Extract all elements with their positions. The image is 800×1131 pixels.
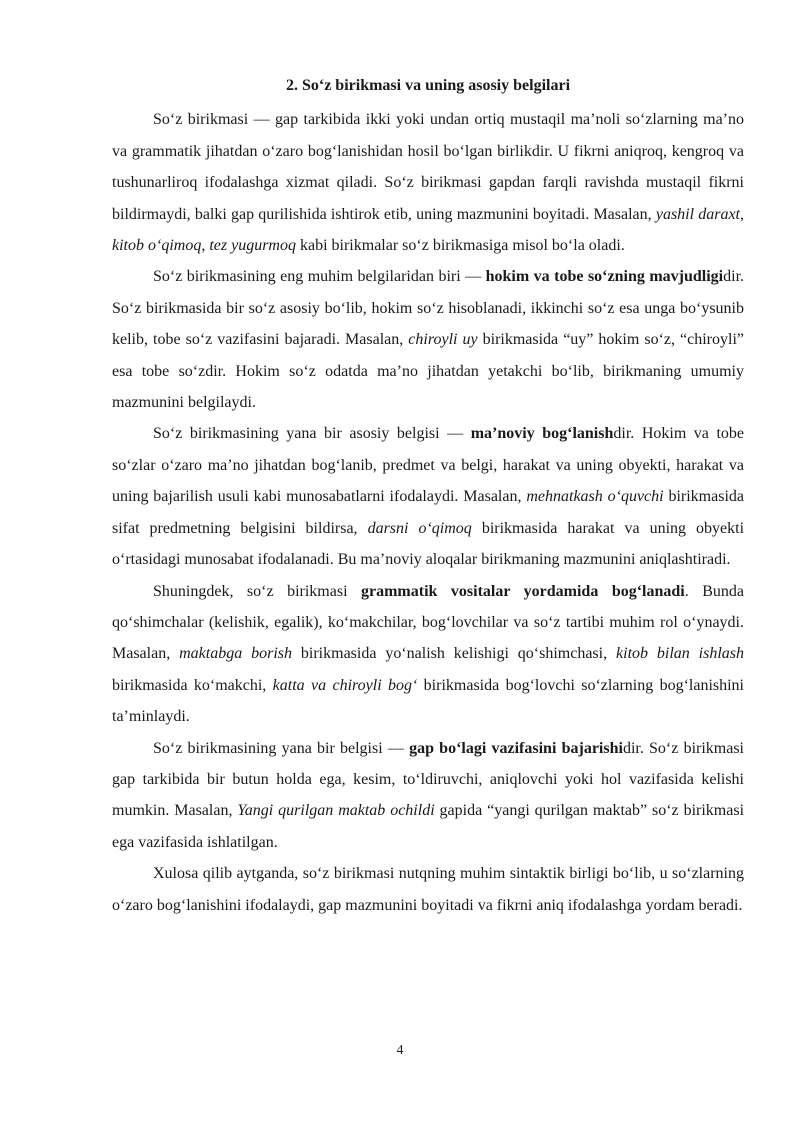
italic-example: kitob o‘qimoq [112, 237, 202, 255]
paragraph [112, 858, 744, 921]
paragraph [112, 576, 744, 733]
text-run: dir. So‘z birikmasida bir so‘z asosiy bo‘lib, hokim so‘z hisoblanadi, ikkinchi so‘z esa unga bo‘ysunib kelib, tobe so‘z vazifasini bajaradi. Masalan, [112, 268, 745, 349]
text-run: birikmasida “uy” hokim so‘z, “chiroyli” esa tobe so‘zdir. Hokim so‘z odatda ma’no jihatdan yetakchi bo‘lib, birikmaning umumiy mazmunini belgilaydi. [112, 331, 744, 412]
text-run: birikmasida sifat predmetning belgisini bildirsa, [112, 488, 745, 537]
document-page [112, 70, 744, 921]
text-run: , [201, 237, 210, 255]
bold-term: hokim va tobe so‘zning mavjudligi [485, 268, 724, 286]
text-run: So‘z birikmasi — gap tarkibida ikki yoki undan ortiq mustaqil ma’noli so‘zlarning ma’no va grammatik jihatdan o‘zaro bog‘lanishidan hosil bo‘lgan birlikdir. U fikrni aniqroq, kengroq va tushunarliroq ifodalashga xizmat qiladi. So‘z birikmasi gapdan farqli ravishda mustaqil fikrni bildirmaydi, balki gap qurilishida ishtirok etib, uning mazmunini boyitadi. Masalan, [112, 111, 744, 223]
italic-example: maktabga borish [179, 645, 293, 663]
italic-example: darsni o‘qimoq [367, 519, 472, 537]
text-run: . Bunda qo‘shimchalar (kelishik, egalik), ko‘makchilar, bog‘lovchilar va so‘z tartibi muhim rol o‘ynaydi. Masalan, [112, 582, 744, 663]
paragraph [112, 418, 744, 575]
text-run: dir. So‘z birikmasi gap tarkibida bir butun holda ega, kesim, to‘ldiruvchi, aniqlovchi yoki hol vazifasida kelishi mumkin. Masalan, [112, 739, 744, 820]
italic-example: chiroyli uy [408, 331, 478, 349]
paragraph [112, 733, 744, 859]
bold-term: grammatik vositalar yordamida bog‘lanadi [361, 582, 685, 600]
italic-example: tez yugurmoq [209, 237, 296, 255]
text-run: Shuningdek, so‘z birikmasi [153, 582, 361, 600]
text-run: kabi birikmalar so‘z birikmasiga misol bo‘la oladi. [295, 237, 625, 255]
paragraph [112, 104, 744, 261]
italic-example: yashil daraxt [655, 205, 741, 223]
text-run: birikmasida harakat va uning obyekti o‘rtasidagi munosabat ifodalanadi. Bu ma’noviy aloqalar birikmaning mazmunini aniqlashtiradi. [112, 519, 745, 569]
page-number: 4 [396, 1043, 404, 1058]
text-run: dir. Hokim va tobe so‘zlar o‘zaro ma’no jihatdan bog‘lanib, predmet va belgi, harakat va uning obyekti, harakat va uning bajarilish usuli kabi munosabatlarni ifodalaydi. Masalan, [112, 425, 744, 506]
text-run: birikmasida bog‘lovchi so‘zlarning bog‘lanishini ta’minlaydi. [112, 676, 745, 726]
text-run: birikmasida yo‘nalish kelishigi qo‘shimchasi, [292, 645, 617, 663]
text-run: So‘z birikmasining eng muhim belgilaridan biri — [153, 268, 486, 286]
section-title: 2. So‘z birikmasi va uning asosiy belgilari [285, 77, 571, 94]
text-run: , [740, 205, 745, 223]
text-run: birikmasida ko‘makchi, [112, 676, 273, 694]
italic-example: mehnatkash o‘quvchi [526, 488, 664, 506]
text-run: So‘z birikmasining yana bir belgisi — [153, 739, 410, 757]
paragraph [112, 261, 744, 418]
bold-term: ma’noviy bog‘lanish [470, 425, 614, 443]
bold-term: gap bo‘lagi vazifasini bajarishi [409, 739, 623, 757]
text-run: gapida “yangi qurilgan maktab” so‘z birikmasi ega vazifasida ishlatilgan. [112, 802, 745, 851]
italic-example: katta va chiroyli bog‘ [272, 676, 418, 694]
italic-example: kitob bilan ishlash [616, 645, 745, 663]
text-run: So‘z birikmasining yana bir asosiy belgisi — [153, 425, 471, 443]
text-run: Xulosa qilib aytganda, so‘z birikmasi nutqning muhim sintaktik birligi bo‘lib, u so‘zlarning o‘zaro bog‘lanishini ifodalaydi, gap mazmunini boyitadi va fikrni aniq ifodalashga yordam beradi. [112, 865, 744, 914]
body-text [112, 104, 744, 921]
italic-example: Yangi qurilgan maktab ochildi [237, 802, 435, 820]
